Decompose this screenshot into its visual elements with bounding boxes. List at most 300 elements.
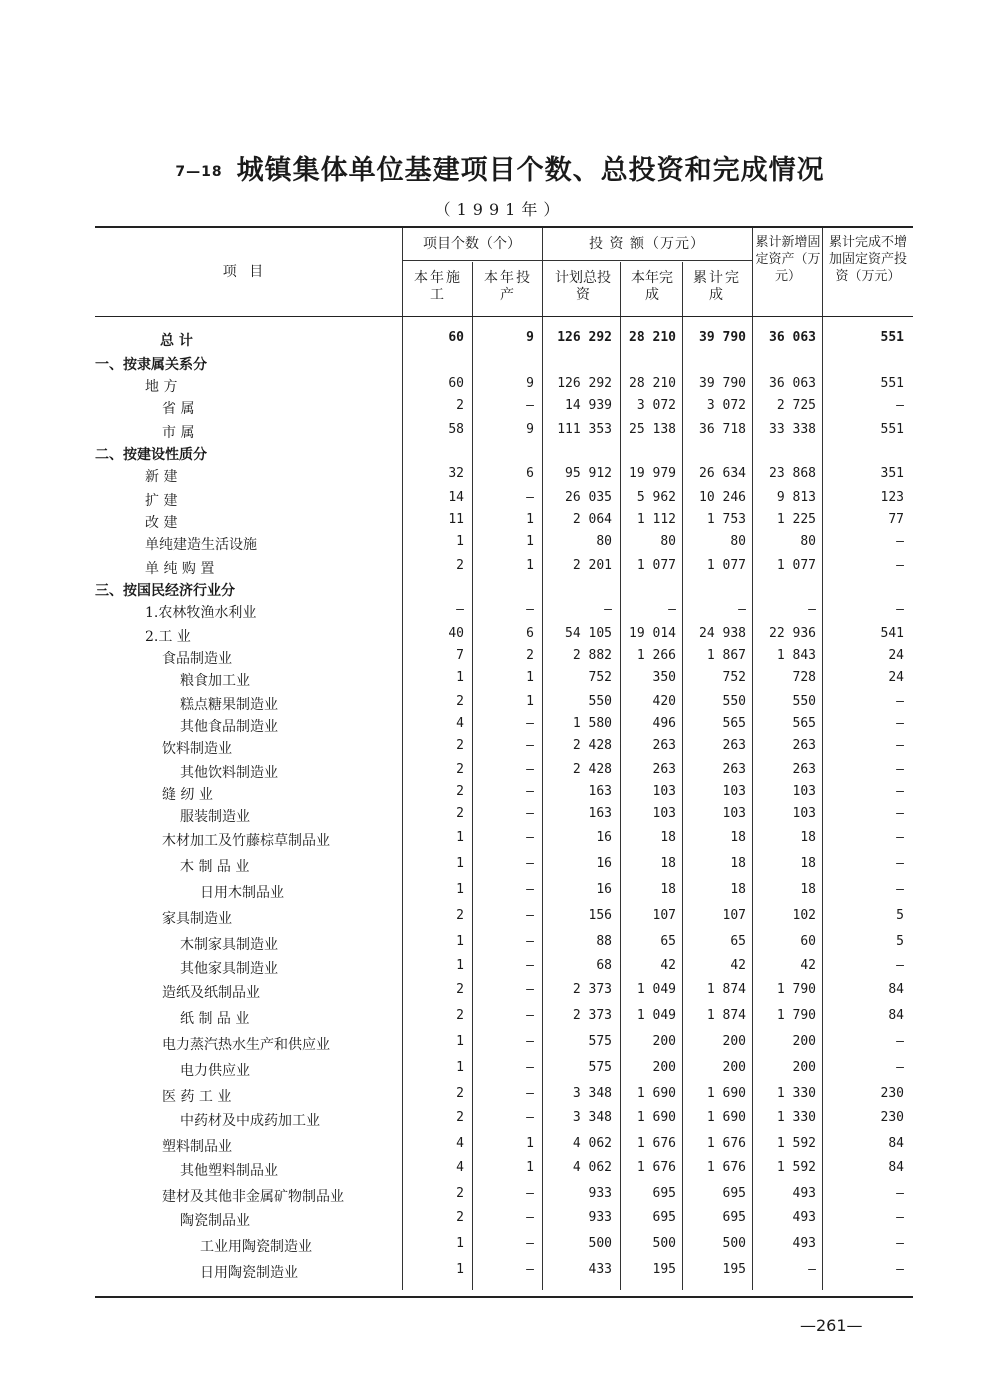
row-label: 家具制造业	[162, 911, 232, 927]
table-row	[0, 510, 1000, 532]
cell-col4: 28 210	[629, 330, 676, 345]
cell-col6: 9 813	[776, 490, 816, 505]
cell-col7: 84	[888, 1136, 904, 1151]
table-row	[0, 1260, 1000, 1282]
cell-col7: —	[896, 398, 904, 413]
cell-col1: 1	[456, 934, 464, 949]
cell-col5: 18	[730, 830, 746, 845]
cell-col6: 550	[792, 694, 816, 709]
cell-col3: 500	[588, 1236, 612, 1251]
row-label: 陶瓷制品业	[180, 1213, 250, 1229]
cell-col7: 551	[880, 376, 904, 391]
cell-col1: 2	[456, 1210, 464, 1225]
cell-col4: 19 979	[629, 466, 676, 481]
table-row	[0, 1108, 1000, 1130]
cell-col4: 5 962	[636, 490, 676, 505]
cell-col4: 263	[652, 738, 676, 753]
cell-col1: 2	[456, 1008, 464, 1023]
cell-col2: 1	[526, 1160, 534, 1175]
cell-col5: —	[738, 602, 746, 617]
cell-col3: 80	[596, 534, 612, 549]
table-row	[0, 646, 1000, 668]
cell-col1: 1	[456, 670, 464, 685]
cell-col7: 24	[888, 670, 904, 685]
cell-col3: 54 105	[565, 626, 612, 641]
row-label: 日用陶瓷制造业	[200, 1265, 298, 1281]
cell-col3: 933	[588, 1186, 612, 1201]
row-label: 单纯建造生活设施	[145, 537, 257, 553]
cell-col6: 263	[792, 738, 816, 753]
cell-col1: 2	[456, 738, 464, 753]
cell-col7: —	[896, 784, 904, 799]
cell-col5: 24 938	[699, 626, 746, 641]
cell-col5: 200	[722, 1034, 746, 1049]
cell-col4: 18	[660, 856, 676, 871]
cell-col5: 107	[722, 908, 746, 923]
cell-col6: 200	[792, 1060, 816, 1075]
cell-col3: 163	[588, 784, 612, 799]
cell-col1: 2	[456, 762, 464, 777]
cell-col1: 2	[456, 1110, 464, 1125]
table-row	[0, 1184, 1000, 1206]
cell-col4: 18	[660, 882, 676, 897]
cell-col3: 156	[588, 908, 612, 923]
cell-col6: 1 225	[776, 512, 816, 527]
cell-col5: 39 790	[699, 330, 746, 345]
cell-col4: 3 072	[636, 398, 676, 413]
cell-col6: 18	[800, 882, 816, 897]
cell-col1: 14	[448, 490, 464, 505]
cell-col7: 77	[888, 512, 904, 527]
header-col3: 计划总投资	[555, 270, 611, 303]
cell-col2: —	[526, 716, 534, 731]
cell-col4: 28 210	[629, 376, 676, 391]
row-label: 饮料制造业	[162, 741, 232, 757]
cell-col7: 551	[880, 330, 904, 345]
header-group-projects: 项目个数（个）	[423, 236, 521, 252]
cell-col4: 65	[660, 934, 676, 949]
cell-col5: 263	[722, 762, 746, 777]
cell-col3: 3 348	[572, 1086, 612, 1101]
cell-col1: 4	[456, 1136, 464, 1151]
row-label: 木制家具制造业	[180, 937, 278, 953]
cell-col7: —	[896, 1186, 904, 1201]
cell-col5: 103	[722, 784, 746, 799]
header-rule	[95, 316, 913, 317]
row-label: 塑料制品业	[162, 1139, 232, 1155]
cell-col6: 263	[792, 762, 816, 777]
cell-col3: 2 064	[572, 512, 612, 527]
cell-col6: 2 725	[776, 398, 816, 413]
cell-col5: 1 753	[706, 512, 746, 527]
cell-col7: 84	[888, 1160, 904, 1175]
cell-col1: 60	[448, 376, 464, 391]
cell-col3: 575	[588, 1060, 612, 1075]
cell-col7: 230	[880, 1110, 904, 1125]
cell-col6: 1 077	[776, 558, 816, 573]
cell-col1: 7	[456, 648, 464, 663]
cell-col6: —	[808, 602, 816, 617]
cell-col4: 1 077	[636, 558, 676, 573]
header-item: 项 目	[222, 264, 268, 280]
cell-col6: 103	[792, 784, 816, 799]
cell-col3: 95 912	[565, 466, 612, 481]
cell-col1: 1	[456, 1034, 464, 1049]
cell-col1: 1	[456, 958, 464, 973]
cell-col4: 1 676	[636, 1160, 676, 1175]
cell-col1: 4	[456, 1160, 464, 1175]
cell-col1: 1	[456, 882, 464, 897]
cell-col2: —	[526, 490, 534, 505]
cell-col2: —	[526, 1236, 534, 1251]
table-row	[0, 1158, 1000, 1180]
table-row	[0, 906, 1000, 928]
cell-col2: 1	[526, 670, 534, 685]
cell-col2: —	[526, 1060, 534, 1075]
cell-col3: 433	[588, 1262, 612, 1277]
table-row	[0, 932, 1000, 954]
row-label: 扩 建	[145, 493, 178, 509]
cell-col7: —	[896, 738, 904, 753]
table-row	[0, 668, 1000, 690]
cell-col2: 2	[526, 648, 534, 663]
cell-col3: 2 428	[572, 738, 612, 753]
cell-col4: 1 690	[636, 1086, 676, 1101]
row-label: 新 建	[145, 469, 178, 485]
row-label: 粮食加工业	[180, 673, 250, 689]
cell-col2: 6	[526, 466, 534, 481]
cell-col1: 2	[456, 982, 464, 997]
cell-col6: 1 592	[776, 1160, 816, 1175]
cell-col6: 18	[800, 830, 816, 845]
table-row	[0, 578, 1000, 600]
cell-col6: 200	[792, 1034, 816, 1049]
cell-col6: 23 868	[769, 466, 816, 481]
table-row	[0, 854, 1000, 876]
cell-col2: 6	[526, 626, 534, 641]
cell-col7: —	[896, 1060, 904, 1075]
header-col6: 累计新增固定资产（万元）	[755, 235, 821, 284]
table-row	[0, 442, 1000, 464]
cell-col4: 1 049	[636, 1008, 676, 1023]
cell-col5: 1 077	[706, 558, 746, 573]
cell-col5: 1 874	[706, 982, 746, 997]
row-label: 造纸及纸制品业	[162, 985, 260, 1001]
cell-col2: —	[526, 856, 534, 871]
cell-col5: 565	[722, 716, 746, 731]
header-col1: 本年施工	[414, 270, 462, 303]
cell-col7: 24	[888, 648, 904, 663]
bottom-rule	[95, 1296, 913, 1298]
cell-col4: 496	[652, 716, 676, 731]
cell-col6: 33 338	[769, 422, 816, 437]
cell-col5: 1 867	[706, 648, 746, 663]
cell-col7: —	[896, 1262, 904, 1277]
cell-col6: 1 330	[776, 1110, 816, 1125]
row-label: 三、按国民经济行业分	[95, 583, 235, 599]
cell-col3: 16	[596, 856, 612, 871]
row-label: 总 计	[160, 333, 193, 349]
cell-col3: 14 939	[565, 398, 612, 413]
cell-col2: —	[526, 738, 534, 753]
row-label: 缝 纫 业	[162, 787, 213, 803]
table-row	[0, 828, 1000, 850]
row-label: 其他食品制造业	[180, 719, 278, 735]
cell-col5: 1 874	[706, 1008, 746, 1023]
cell-col2: —	[526, 398, 534, 413]
cell-col1: 2	[456, 908, 464, 923]
cell-col7: 551	[880, 422, 904, 437]
table-number: 7—18	[175, 163, 223, 180]
cell-col4: 695	[652, 1210, 676, 1225]
cell-col2: —	[526, 1008, 534, 1023]
cell-col7: —	[896, 958, 904, 973]
row-label: 电力蒸汽热水生产和供应业	[162, 1037, 330, 1053]
header-group-rule	[402, 260, 752, 261]
row-label: 其他家具制造业	[180, 961, 278, 977]
cell-col2: —	[526, 1186, 534, 1201]
cell-col7: —	[896, 534, 904, 549]
cell-col5: 195	[722, 1262, 746, 1277]
cell-col4: 263	[652, 762, 676, 777]
cell-col6: 728	[792, 670, 816, 685]
cell-col5: 1 690	[706, 1110, 746, 1125]
table-row	[0, 714, 1000, 736]
cell-col7: 84	[888, 982, 904, 997]
cell-col5: 1 676	[706, 1136, 746, 1151]
cell-col4: 350	[652, 670, 676, 685]
cell-col1: 1	[456, 1236, 464, 1251]
cell-col6: 1 790	[776, 1008, 816, 1023]
cell-col5: 36 718	[699, 422, 746, 437]
row-label: 地 方	[145, 379, 178, 395]
cell-col2: 1	[526, 534, 534, 549]
cell-col6: 1 330	[776, 1086, 816, 1101]
cell-col3: 752	[588, 670, 612, 685]
table-title-text: 城镇集体单位基建项目个数、总投资和完成情况	[236, 155, 825, 186]
cell-col4: 1 266	[636, 648, 676, 663]
header-col4: 本年完成	[631, 270, 673, 303]
table-row	[0, 556, 1000, 578]
cell-col6: 493	[792, 1186, 816, 1201]
table-row	[0, 1134, 1000, 1156]
row-label: 中药材及中成药加工业	[180, 1113, 320, 1129]
cell-col5: 263	[722, 738, 746, 753]
table-row	[0, 736, 1000, 758]
cell-col4: 107	[652, 908, 676, 923]
cell-col6: 1 592	[776, 1136, 816, 1151]
cell-col1: 2	[456, 784, 464, 799]
cell-col4: 200	[652, 1060, 676, 1075]
cell-col5: 1 676	[706, 1160, 746, 1175]
cell-col1: 11	[448, 512, 464, 527]
table-row	[0, 1208, 1000, 1230]
table-row	[0, 1058, 1000, 1080]
cell-col2: —	[526, 908, 534, 923]
cell-col4: 500	[652, 1236, 676, 1251]
cell-col1: 1	[456, 856, 464, 871]
cell-col3: 550	[588, 694, 612, 709]
cell-col2: —	[526, 1210, 534, 1225]
cell-col2: —	[526, 882, 534, 897]
cell-col4: —	[668, 602, 676, 617]
cell-col1: 2	[456, 398, 464, 413]
table-row	[0, 396, 1000, 418]
table-row	[0, 352, 1000, 374]
cell-col5: 1 690	[706, 1086, 746, 1101]
cell-col5: 26 634	[699, 466, 746, 481]
cell-col4: 1 676	[636, 1136, 676, 1151]
cell-col3: 2 373	[572, 1008, 612, 1023]
cell-col2: 1	[526, 512, 534, 527]
row-label: 木 制 品 业	[180, 859, 250, 875]
cell-col1: 4	[456, 716, 464, 731]
cell-col1: 2	[456, 558, 464, 573]
cell-col6: 42	[800, 958, 816, 973]
table-row	[0, 980, 1000, 1002]
cell-col1: 2	[456, 1086, 464, 1101]
cell-col2: —	[526, 830, 534, 845]
row-label: 糕点糖果制造业	[180, 697, 278, 713]
cell-col1: 1	[456, 1060, 464, 1075]
table-row	[0, 804, 1000, 826]
cell-col2: 1	[526, 694, 534, 709]
table-row	[0, 782, 1000, 804]
cell-col7: —	[896, 762, 904, 777]
table-row	[0, 374, 1000, 396]
cell-col3: 4 062	[572, 1136, 612, 1151]
cell-col7: 123	[880, 490, 904, 505]
cell-col7: 351	[880, 466, 904, 481]
cell-col2: 9	[526, 376, 534, 391]
cell-col2: 1	[526, 1136, 534, 1151]
cell-col3: 2 201	[572, 558, 612, 573]
cell-col7: —	[896, 694, 904, 709]
cell-col3: 1 580	[572, 716, 612, 731]
table-row	[0, 600, 1000, 622]
header-col5: 累计完成	[693, 270, 741, 303]
header-group-investment: 投 资 额（万元）	[589, 236, 705, 252]
cell-col2: —	[526, 1262, 534, 1277]
cell-col5: 200	[722, 1060, 746, 1075]
cell-col5: 695	[722, 1210, 746, 1225]
cell-col4: 1 690	[636, 1110, 676, 1125]
table-row	[0, 1234, 1000, 1256]
cell-col3: 2 373	[572, 982, 612, 997]
cell-col2: —	[526, 958, 534, 973]
cell-col7: —	[896, 882, 904, 897]
cell-col7: —	[896, 830, 904, 845]
table-row	[0, 532, 1000, 554]
cell-col2: 1	[526, 558, 534, 573]
cell-col5: 39 790	[699, 376, 746, 391]
cell-col2: —	[526, 982, 534, 997]
table-row	[0, 956, 1000, 978]
cell-col2: 9	[526, 330, 534, 345]
cell-col2: —	[526, 1086, 534, 1101]
cell-col3: 126 292	[557, 376, 612, 391]
cell-col4: 420	[652, 694, 676, 709]
cell-col2: —	[526, 934, 534, 949]
cell-col6: —	[808, 1262, 816, 1277]
cell-col5: 80	[730, 534, 746, 549]
cell-col5: 500	[722, 1236, 746, 1251]
table-row	[0, 1032, 1000, 1054]
cell-col4: 42	[660, 958, 676, 973]
cell-col6: 565	[792, 716, 816, 731]
row-label: 食品制造业	[162, 651, 232, 667]
row-label: 其他饮料制造业	[180, 765, 278, 781]
page-number: —261—	[800, 1316, 863, 1335]
cell-col7: —	[896, 716, 904, 731]
cell-col4: 200	[652, 1034, 676, 1049]
cell-col6: 36 063	[769, 376, 816, 391]
row-label: 纸 制 品 业	[180, 1011, 250, 1027]
cell-col6: 102	[792, 908, 816, 923]
cell-col4: 103	[652, 784, 676, 799]
cell-col5: 695	[722, 1186, 746, 1201]
cell-col5: 65	[730, 934, 746, 949]
cell-col3: 16	[596, 882, 612, 897]
row-label: 建材及其他非金属矿物制品业	[162, 1189, 344, 1205]
cell-col3: 3 348	[572, 1110, 612, 1125]
cell-col5: 752	[722, 670, 746, 685]
row-label: 电力供应业	[180, 1063, 250, 1079]
row-label: 1.农林牧渔水利业	[145, 605, 257, 621]
cell-col5: 550	[722, 694, 746, 709]
table-row	[0, 692, 1000, 714]
table-row	[0, 328, 1000, 350]
cell-col1: 32	[448, 466, 464, 481]
cell-col7: 230	[880, 1086, 904, 1101]
cell-col3: 68	[596, 958, 612, 973]
cell-col2: —	[526, 806, 534, 821]
cell-col3: 575	[588, 1034, 612, 1049]
cell-col1: 1	[456, 830, 464, 845]
cell-col4: 80	[660, 534, 676, 549]
cell-col5: 18	[730, 856, 746, 871]
row-label: 二、按建设性质分	[95, 447, 207, 463]
cell-col1: 2	[456, 694, 464, 709]
cell-col2: 9	[526, 422, 534, 437]
cell-col3: 88	[596, 934, 612, 949]
row-label: 省 属	[162, 401, 195, 417]
cell-col4: 1 112	[636, 512, 676, 527]
cell-col2: —	[526, 784, 534, 799]
cell-col1: 1	[456, 534, 464, 549]
row-label: 一、按隶属关系分	[95, 357, 207, 373]
cell-col7: —	[896, 806, 904, 821]
cell-col6: 493	[792, 1236, 816, 1251]
cell-col3: 26 035	[565, 490, 612, 505]
cell-col1: 1	[456, 1262, 464, 1277]
table-row	[0, 1006, 1000, 1028]
cell-col4: 1 049	[636, 982, 676, 997]
row-label: 单 纯 购 置	[145, 561, 215, 577]
row-label: 市 属	[162, 425, 195, 441]
cell-col7: —	[896, 602, 904, 617]
row-label: 改 建	[145, 515, 178, 531]
cell-col6: 22 936	[769, 626, 816, 641]
row-label: 其他塑料制品业	[180, 1163, 278, 1179]
cell-col7: —	[896, 1236, 904, 1251]
cell-col7: 541	[880, 626, 904, 641]
cell-col7: —	[896, 856, 904, 871]
cell-col7: —	[896, 1034, 904, 1049]
cell-col3: 2 428	[572, 762, 612, 777]
cell-col2: —	[526, 602, 534, 617]
cell-col6: 60	[800, 934, 816, 949]
